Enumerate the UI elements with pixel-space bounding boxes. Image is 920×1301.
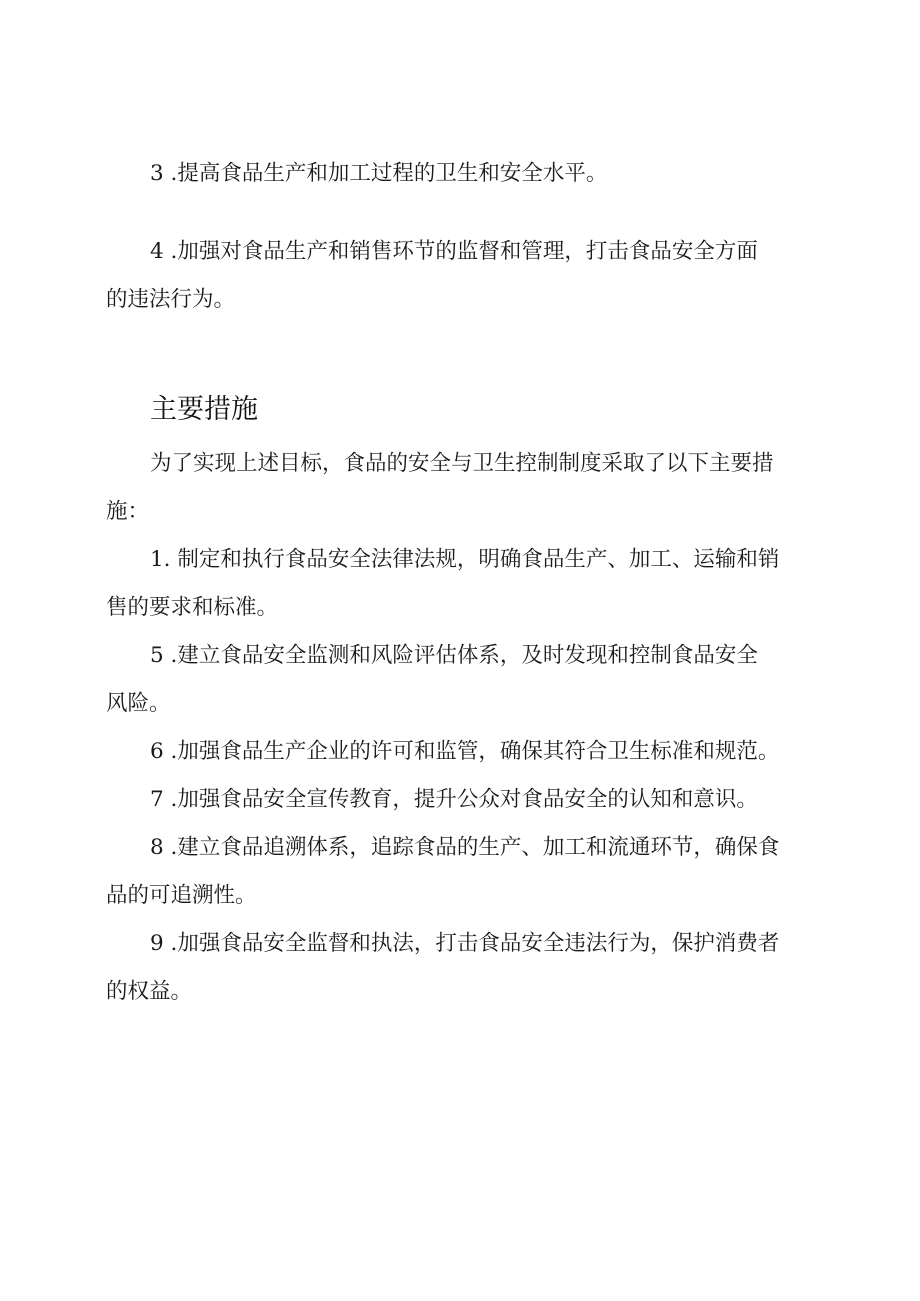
- measure-line: 9 .加强食品安全监督和执法，打击食品安全违法行为，保护消费者: [150, 931, 780, 956]
- intro-line: 为了实现上述目标，食品的安全与卫生控制制度采取了以下主要措: [150, 451, 774, 476]
- list-item-3: [106, 150, 830, 198]
- intro-line: 施：: [106, 499, 150, 524]
- measure-line: 8 .建立食品追溯体系，追踪食品的生产、加工和流通环节，确保食: [150, 835, 780, 860]
- list-item-line: 4 .加强对食品生产和销售环节的监督和管理，打击食品安全方面: [150, 239, 758, 264]
- measure-line: 6 .加强食品生产企业的许可和监管，确保其符合卫生标准和规范。: [150, 739, 780, 764]
- list-item-line: 3 .提高食品生产和加工过程的卫生和安全水平。: [150, 161, 608, 186]
- measure-line: 7 .加强食品安全宣传教育，提升公众对食品安全的认知和意识。: [150, 787, 758, 812]
- measure-item-1: [106, 536, 830, 632]
- list-item-4: [106, 228, 830, 324]
- measure-item-8: [106, 824, 830, 920]
- section-intro: [106, 440, 830, 536]
- measure-item-9: [106, 920, 830, 1016]
- measure-item-5: [106, 632, 830, 728]
- list-item-line: 的违法行为。: [106, 287, 236, 312]
- measure-line: 品的可追溯性。: [106, 883, 257, 908]
- measure-line: 5 .建立食品安全监测和风险评估体系，及时发现和控制食品安全: [150, 643, 758, 668]
- measure-item-6: [106, 728, 830, 776]
- measure-line: 1. 制定和执行食品安全法律法规，明确食品生产、加工、运输和销: [150, 547, 780, 572]
- measure-line: 售的要求和标准。: [106, 595, 279, 620]
- measure-line: 的权益。: [106, 979, 193, 1004]
- measure-item-7: [106, 776, 830, 824]
- section-heading: 主要措施: [150, 394, 258, 425]
- measure-line: 风险。: [106, 691, 171, 716]
